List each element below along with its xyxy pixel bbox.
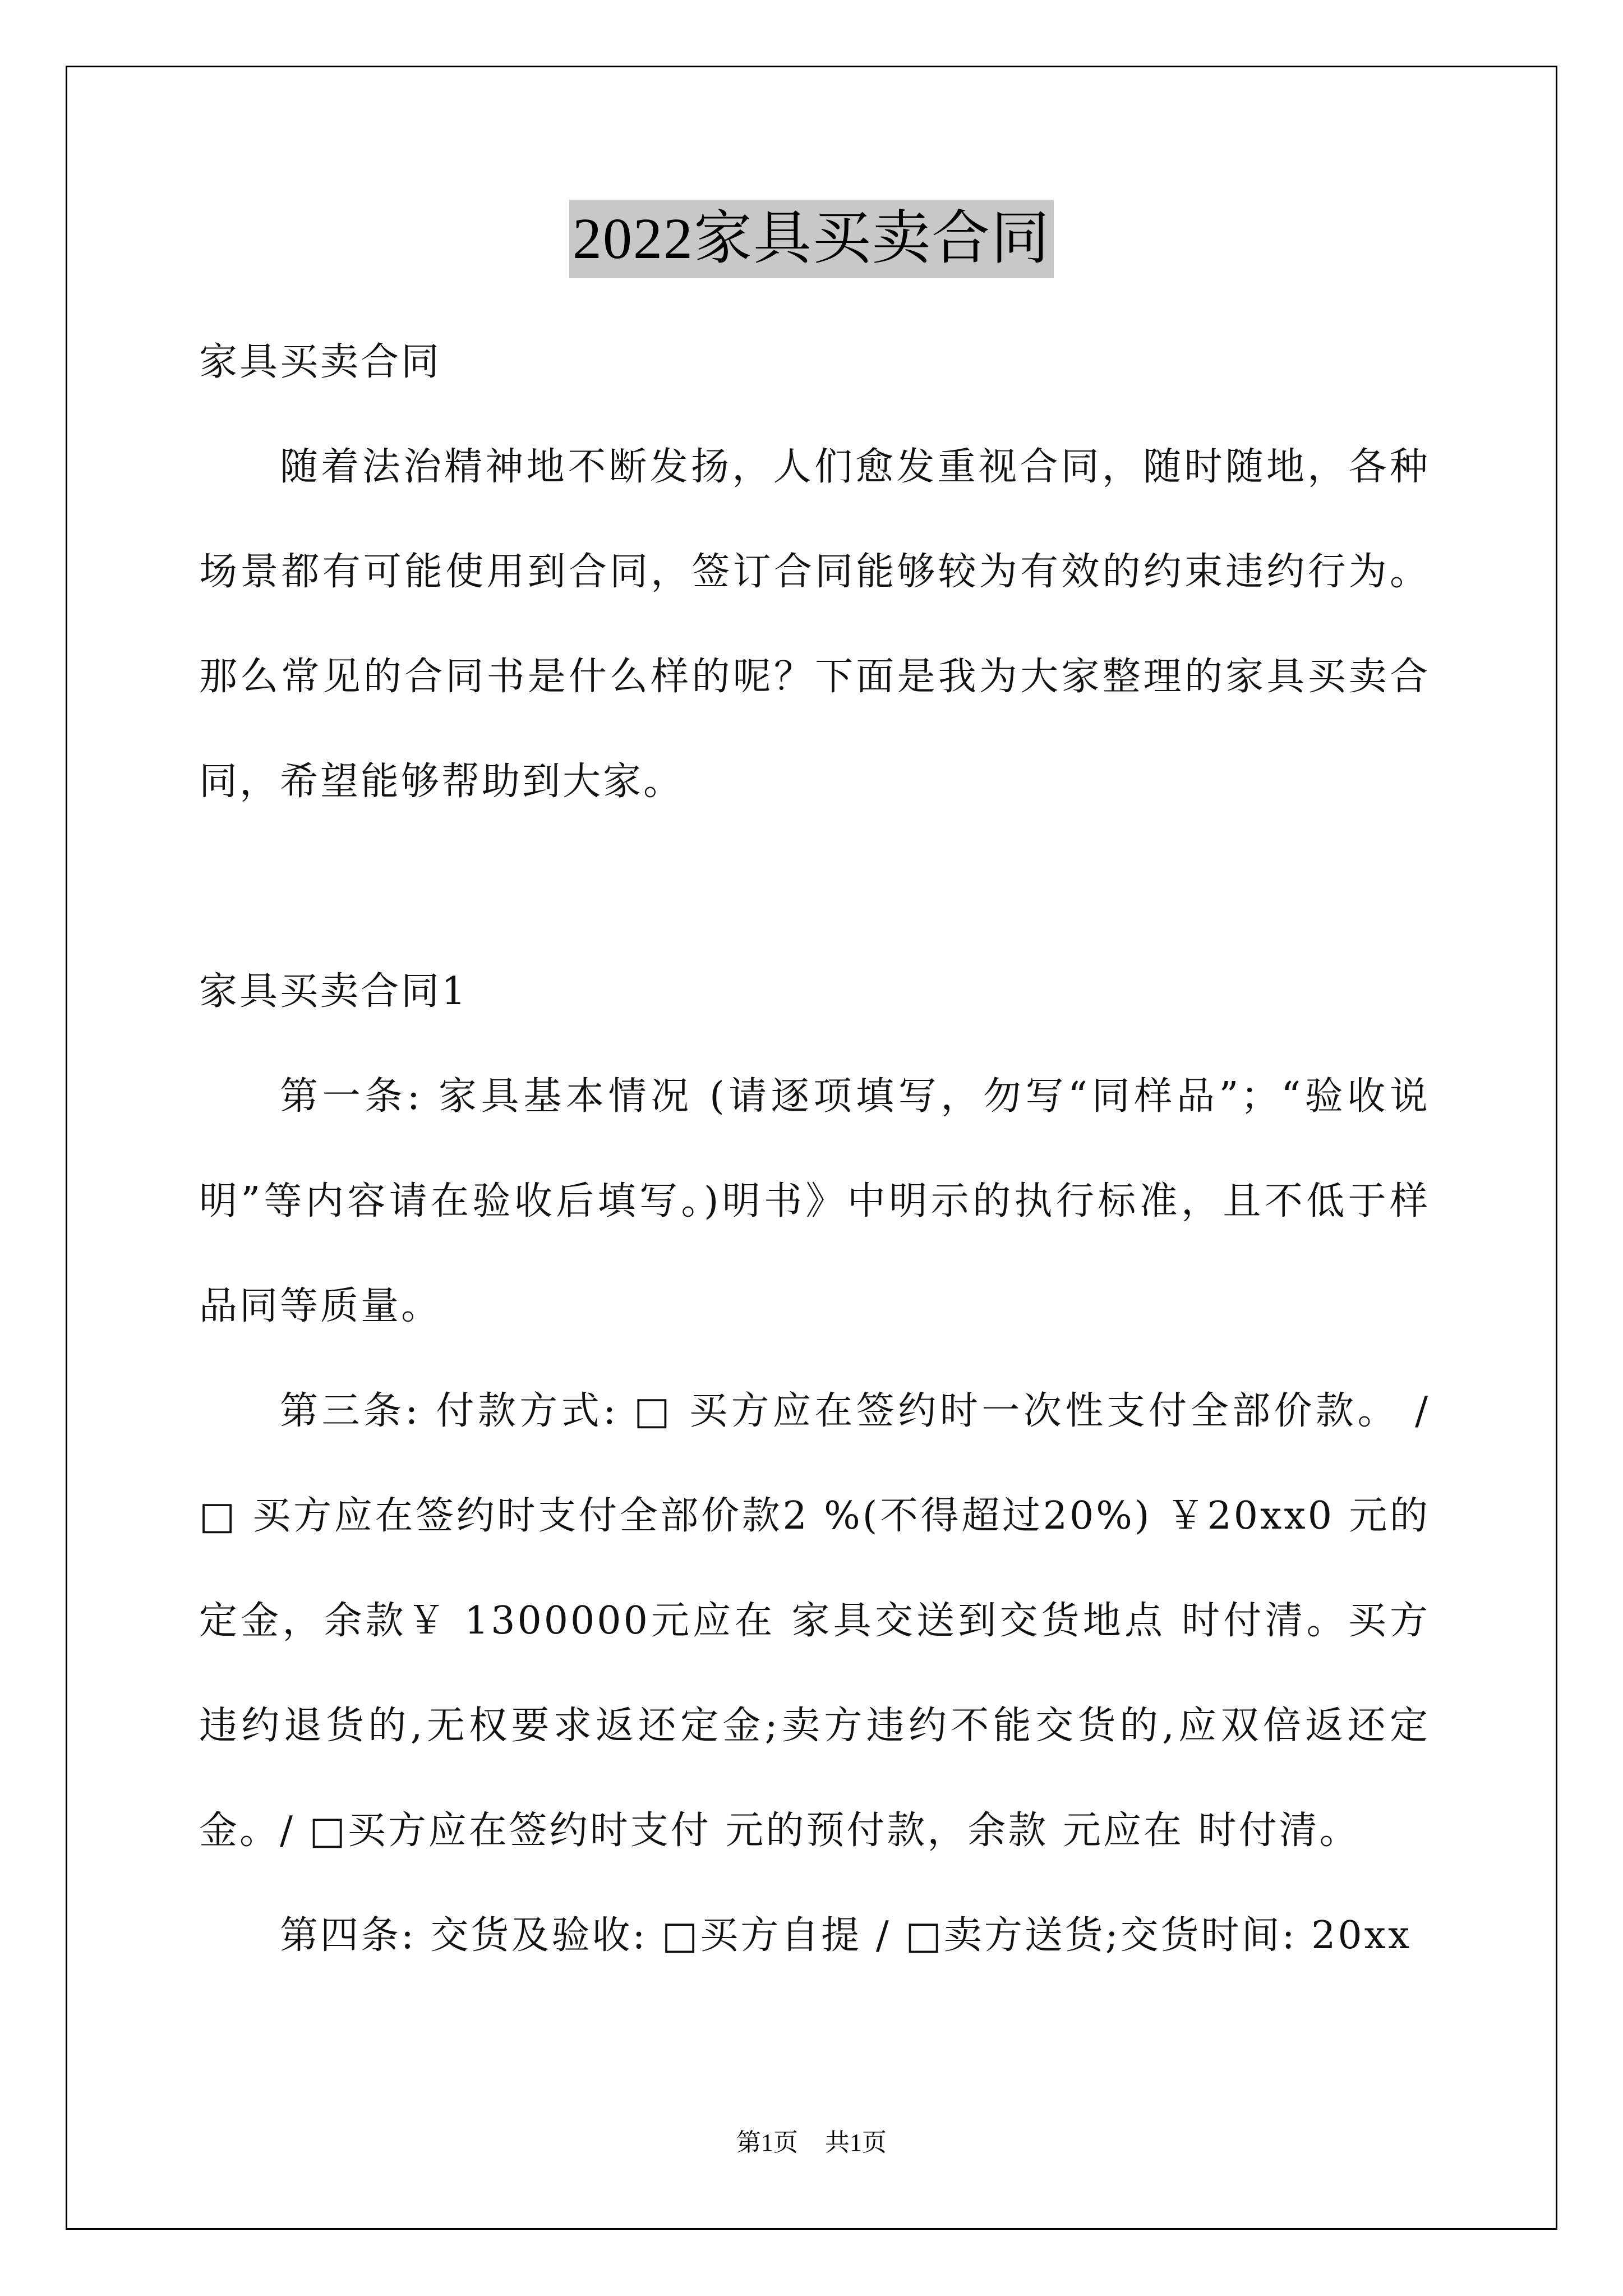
page-number-total: 共1页 [825,2129,887,2156]
section-heading: 家具买卖合同 [199,340,442,384]
document-body [199,310,1430,1988]
page-footer [0,2126,1623,2160]
clause-3-paragraph: 第三条: 付款方式: □ 买方应在签约时一次性支付全部价款。 / □ 买方应在签约时支付全部价款2 %(不得超过20%) ￥20xx0 元的定金，余款￥ 1300000元应在 家具交送到交货地点 时付清。买方违约退货的,无权要求返还定金;卖方违约不能交货的,应双倍返还定金。/ □买方应在签约时支付 元的预付款，余款 元应在 时付清。 [199,1389,1430,1853]
contract-heading: 家具买卖合同1 [199,969,468,1014]
document-title: 2022家具买卖合同 [569,200,1054,278]
page-number-current: 第1页 [736,2129,798,2156]
blank-line [199,834,1430,939]
clause-1-paragraph: 第一条: 家具基本情况 (请逐项填写，勿写“同样品”；“验收说明”等内容请在验收后填写。)明书》中明示的执行标准，且不低于样品同等质量。 [199,1074,1430,1328]
intro-paragraph: 随着法治精神地不断发扬，人们愈发重视合同，随时随地，各种场景都有可能使用到合同，签订合同能够较为有效的约束违约行为。那么常见的合同书是什么样的呢？下面是我为大家整理的家具买卖合同，希望能够帮助到大家。 [199,445,1430,804]
title-container [0,200,1623,278]
clause-4-paragraph: 第四条: 交货及验收: □买方自提 / □卖方送货;交货时间: 20xx [280,1913,1412,1958]
